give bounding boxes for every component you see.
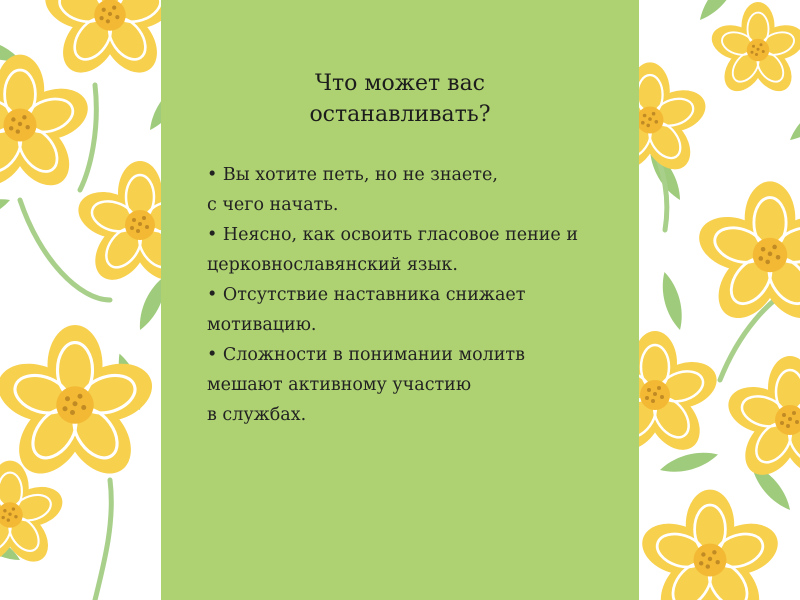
leaf [694, 0, 744, 25]
flower [722, 356, 800, 485]
flower [0, 325, 160, 486]
leaf [657, 270, 687, 332]
body-line: церковнославянский язык. [207, 255, 458, 275]
title-line: останавливать? [309, 102, 491, 127]
body-line: • Сложности в понимании молитв [207, 345, 525, 365]
flower [39, 0, 181, 83]
body-line: • Неясно, как освоить гласовое пение и [207, 225, 578, 245]
flower [636, 490, 785, 600]
body-line: мотивацию. [207, 315, 317, 335]
flower [707, 2, 800, 99]
body-line: с чего начать. [207, 195, 339, 215]
flower [0, 55, 94, 197]
body-line: в службах. [207, 405, 307, 425]
slide-body [207, 160, 627, 430]
slide-title [161, 68, 639, 130]
content-panel [161, 0, 639, 600]
stem [95, 480, 111, 600]
body-line: мешают активному участию [207, 375, 472, 395]
title-line: Что может вас [314, 71, 486, 96]
leaf [658, 447, 720, 477]
leaf [785, 96, 800, 146]
body-line: • Отсутствие наставника снижает [207, 285, 526, 305]
body-line: • Вы хотите петь, но не знаете, [207, 165, 498, 185]
flower [692, 181, 800, 329]
leaf [0, 193, 13, 228]
